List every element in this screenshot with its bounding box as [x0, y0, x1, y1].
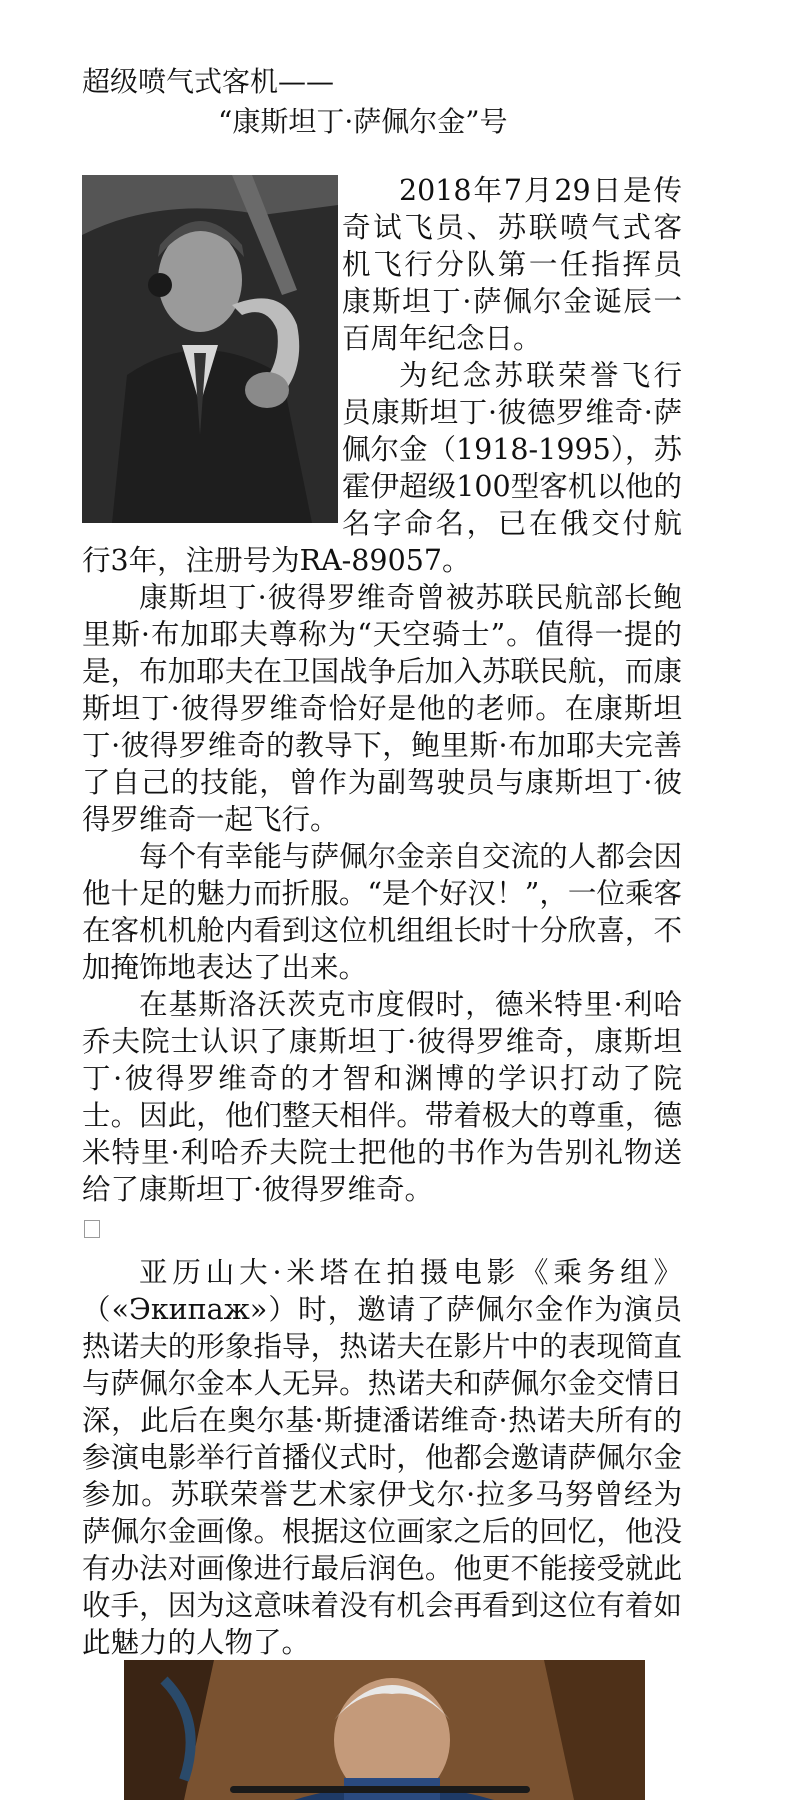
- paragraph-2: 为纪念苏联荣誉飞行员康斯坦丁·彼德罗维奇·萨佩尔金（1918-1995），苏霍伊超级100型客机以他的名字命名，已在俄交付航行3年，注册号为RA-89057。: [82, 359, 682, 577]
- portrait-painting-photo: [124, 1660, 645, 1800]
- paragraph-5: 在基斯洛沃茨克市度假时，德米特里·利哈乔夫院士认识了康斯坦丁·彼得罗维奇，康斯坦丁·彼得罗维奇的才智和渊博的学识打动了院士。因此，他们整天相伴。带着极大的尊重，德米特里·利哈乔夫院士把他的书作为告别礼物送给了康斯坦丁·彼得罗维奇。: [82, 988, 682, 1206]
- paragraph-6: 亚历山大·米塔在拍摄电影《乘务组》（«Экипаж»）时，邀请了萨佩尔金作为演员热诺夫的形象指导，热诺夫在影片中的表现简直与萨佩尔金本人无异。热诺夫和萨佩尔金交情日深，此后在奥尔基·斯捷潘诺维奇·热诺夫所有的参演电影举行首播仪式时，他都会邀请萨佩尔金参加。苏联荣誉艺术家伊戈尔·拉多马努曾经为萨佩尔金画像。根据这位画家之后的回忆，他没有办法对画像进行最后润色。他更不能接受就此收手，因为这意味着没有机会再看到这位有着如此魅力的人物了。: [82, 1256, 682, 1659]
- paragraph-4: 每个有幸能与萨佩尔金亲自交流的人都会因他十足的魅力而折服。“是个好汉！”，一位乘客在客机机舱内看到这位机组组长时十分欣喜，不加掩饰地表达了出来。: [82, 840, 682, 984]
- paragraph-1: 2018年7月29日是传奇试飞员、苏联喷气式客机飞行分队第一任指挥员康斯坦丁·萨佩尔金诞辰一百周年纪念日。: [342, 174, 682, 355]
- article-title-line-2: “康斯坦丁·萨佩尔金”号: [218, 105, 508, 138]
- home-indicator[interactable]: [230, 1786, 530, 1793]
- article-body: [82, 172, 682, 1661]
- article-title-line-1: 超级喷气式客机——: [82, 65, 335, 98]
- broken-image-icon: [84, 1220, 100, 1238]
- photo-spacer: [82, 172, 340, 524]
- paragraph-3: 康斯坦丁·彼得罗维奇曾被苏联民航部长鲍里斯·布加耶夫尊称为“天空骑士”。值得一提的是，布加耶夫在卫国战争后加入苏联民航，而康斯坦丁·彼得罗维奇恰好是他的老师。在康斯坦丁·彼得罗维奇的教导下，鲍里斯·布加耶夫完善了自己的技能，曾作为副驾驶员与康斯坦丁·彼得罗维奇一起飞行。: [82, 581, 682, 836]
